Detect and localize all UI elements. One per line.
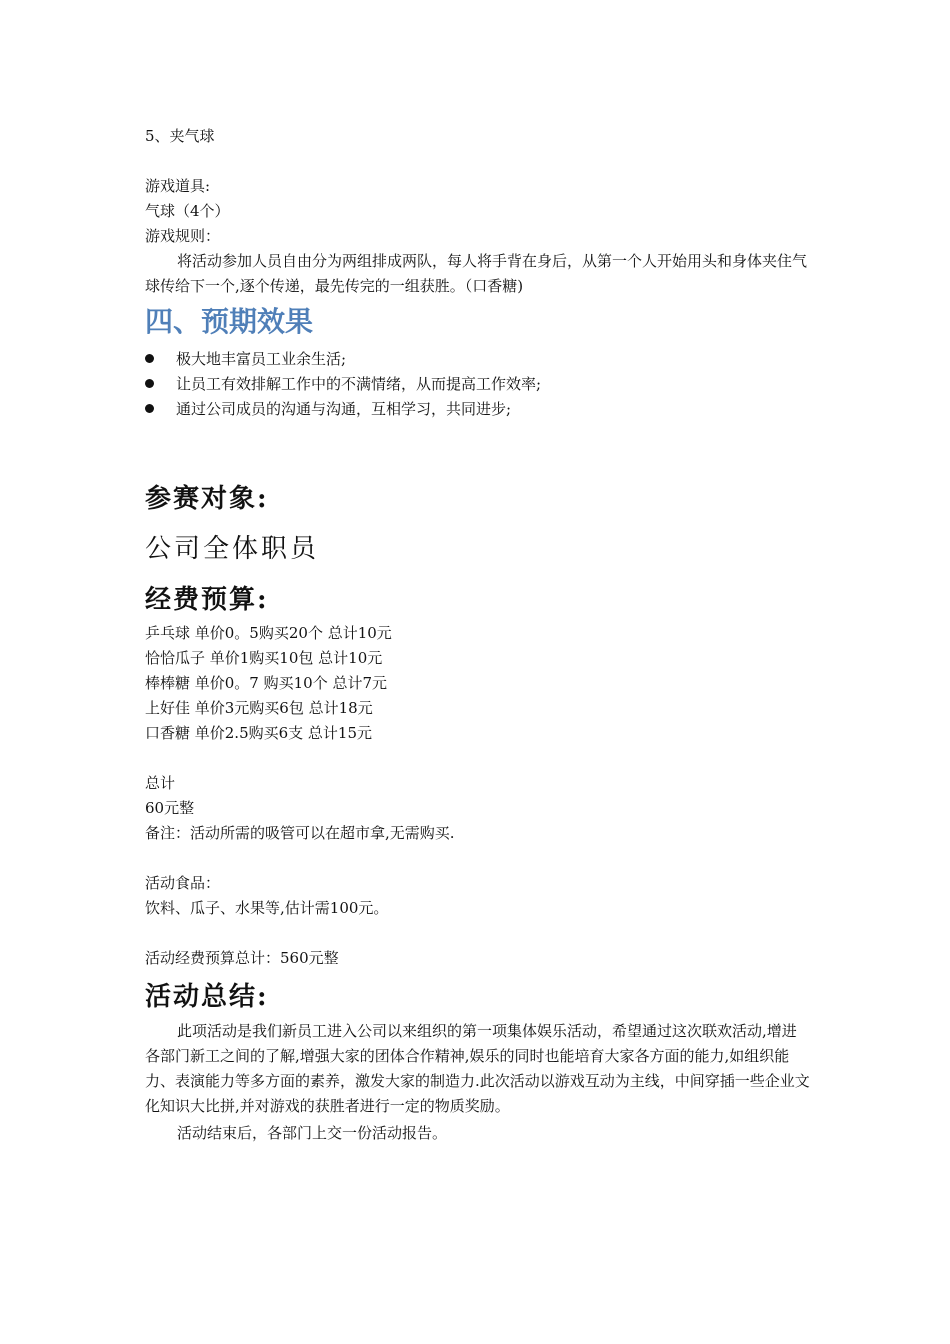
budget-item: 口香糖 单价2.5购买6支 总计15元 xyxy=(145,724,373,742)
bullet-item: 通过公司成员的沟通与沟通，互相学习，共同进步; xyxy=(145,397,511,422)
section4-heading: 四、预期效果 xyxy=(145,305,314,338)
summary-heading: 活动总结: xyxy=(145,982,269,1012)
summary-paragraph-2: 活动结束后，各部门上交一份活动报告。 xyxy=(177,1124,448,1142)
game5-props-label: 游戏道具: xyxy=(145,177,211,195)
budget-item: 棒棒糖 单价0。7 购买10个 总计7元 xyxy=(145,674,388,692)
budget-item: 上好佳 单价3元购买6包 总计18元 xyxy=(145,699,373,717)
bullet-icon xyxy=(145,404,154,413)
bullet-icon xyxy=(145,354,154,363)
budget-item: 恰恰瓜子 单价1购买10包 总计10元 xyxy=(145,649,383,667)
bullet-item: 让员工有效排解工作中的不满情绪，从而提高工作效率; xyxy=(145,372,541,397)
game5-title: 5、夹气球 xyxy=(145,127,215,145)
food-label: 活动食品： xyxy=(145,874,221,892)
participants-value: 公司全体职员 xyxy=(145,534,320,564)
summary-paragraph: 此项活动是我们新员工进入公司以来组织的第一项集体娱乐活动，希望通过这次联欢活动,增进各部门新工之间的了解,增强大家的团体合作精神,娱乐的同时也能培育大家各方面的能力,如组织能力、表演能力等多方面的素养，激发大家的制造力.此次活动以游戏互动为主线，中间穿插一些企业文化知识大比拼,并对游戏的获胜者进行一定的物质奖励。 xyxy=(145,1022,810,1115)
total-label: 总计 xyxy=(145,774,176,792)
grand-total: 活动经费预算总计：560元整 xyxy=(145,949,339,967)
total-value: 60元整 xyxy=(145,799,195,817)
food-value: 饮料、瓜子、水果等,估计需100元。 xyxy=(145,899,389,917)
budget-heading: 经费预算: xyxy=(145,585,269,615)
bullet-icon xyxy=(145,379,154,388)
game5-rules-label: 游戏规则： xyxy=(145,227,221,245)
budget-item: 乒乓球 单价0。5购买20个 总计10元 xyxy=(145,624,392,642)
bullet-item: 极大地丰富员工业余生活; xyxy=(145,347,346,372)
participants-heading: 参赛对象: xyxy=(145,484,269,514)
game5-props-value: 气球（4个） xyxy=(145,202,230,220)
budget-note: 备注：活动所需的吸管可以在超市拿,无需购买. xyxy=(145,824,455,842)
game5-rules-text: 将活动参加人员自由分为两组排成两队，每人将手背在身后，从第一个人开始用头和身体夹住气球传给下一个,逐个传递，最先传完的一组获胜。（口香糖) xyxy=(145,252,808,295)
